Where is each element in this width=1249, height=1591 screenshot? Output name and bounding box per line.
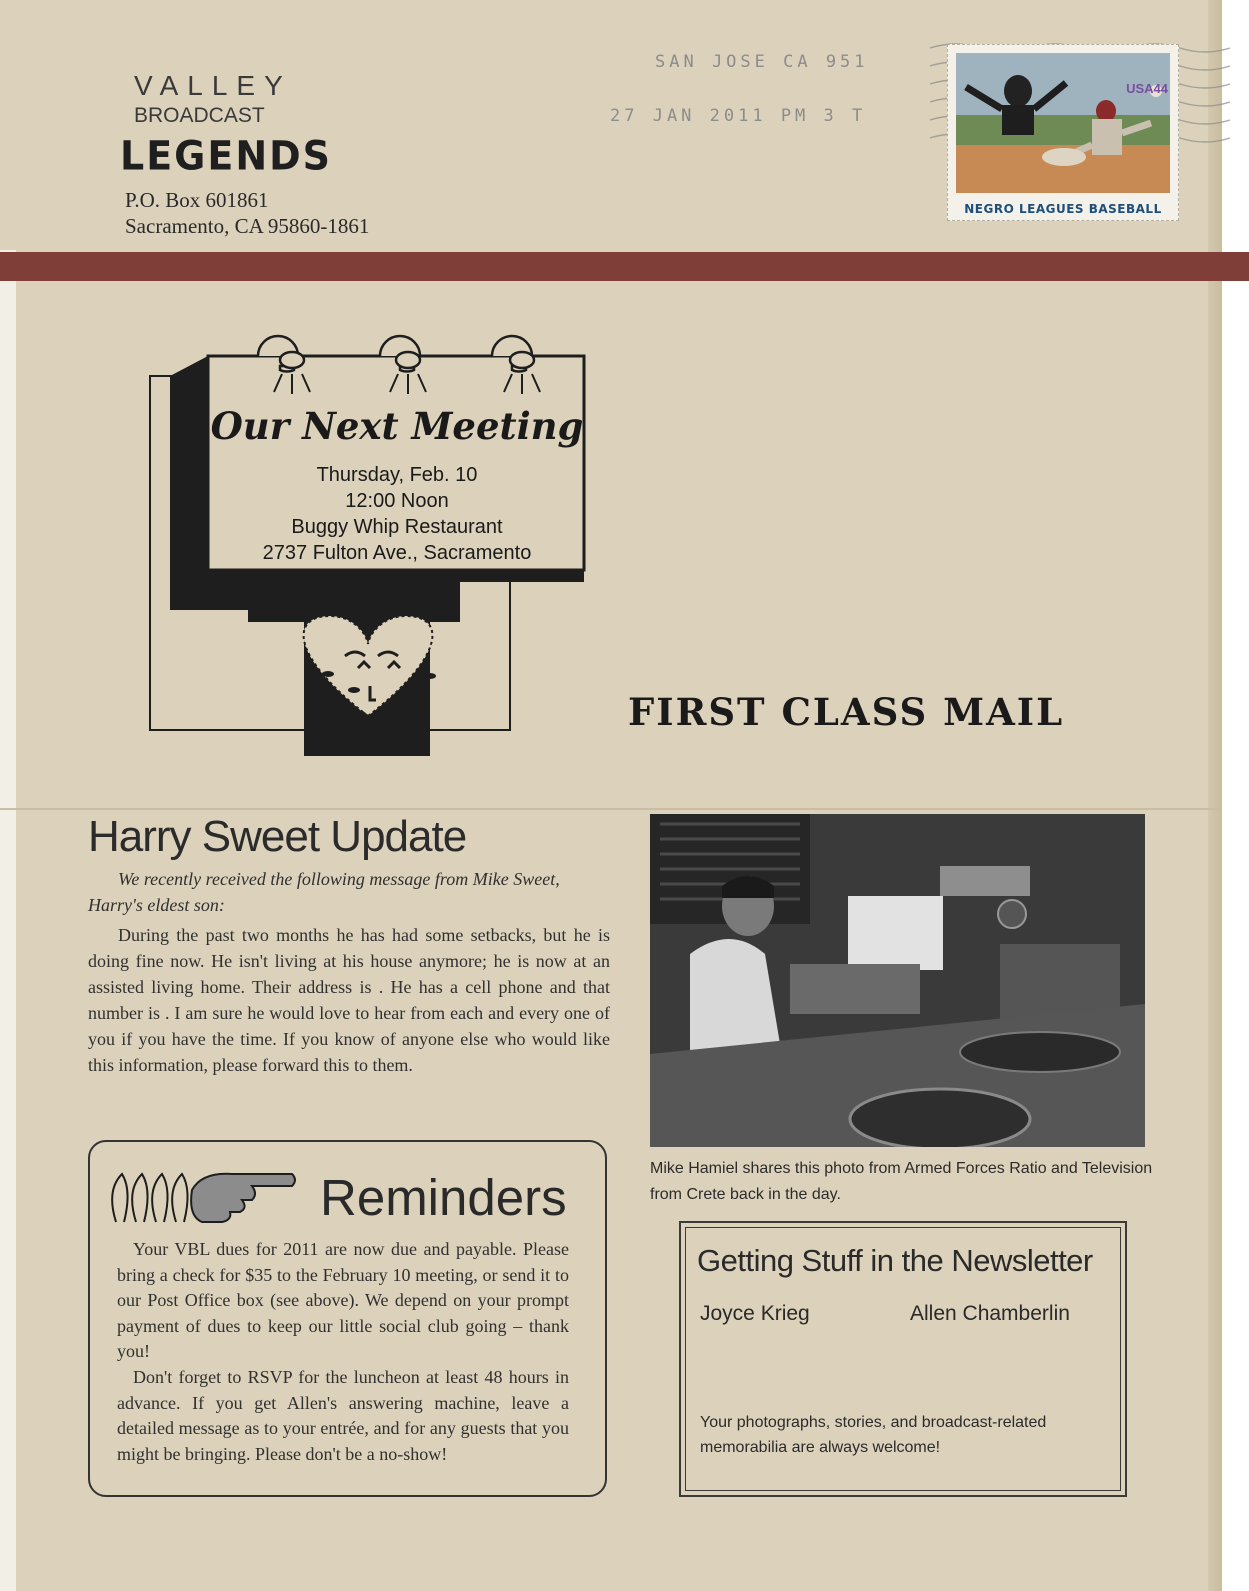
reminders-heading: Reminders bbox=[320, 1169, 567, 1226]
harry-update-intro: We recently received the following message from Mike Sweet, Harry's eldest son: bbox=[88, 869, 560, 915]
logo-broadcast: BROADCAST bbox=[134, 104, 265, 127]
return-po-box: P.O. Box 601861 bbox=[125, 188, 269, 212]
mailer-band bbox=[0, 252, 1249, 281]
newsletter-box-heading: Getting Stuff in the Newsletter bbox=[697, 1243, 1093, 1278]
fold-line bbox=[0, 808, 1222, 810]
reminders-rsvp-paragraph: Don't forget to RSVP for the luncheon at least 48 hours in advance. If you get Allen's answering machine, leave a detailed message as to your entrée, and for any guests that you might be bringing. Please don't be a no-show! bbox=[117, 1367, 569, 1464]
logo-legends: LEGENDS bbox=[120, 132, 333, 180]
meeting-address: 2737 Fulton Ave., Sacramento bbox=[262, 542, 532, 564]
stamp-denomination: USA44 bbox=[1126, 81, 1168, 96]
stamp-illustration bbox=[956, 53, 1170, 193]
harry-update-body: During the past two months he has had some setbacks, but he is doing fine now. He isn't living at his house anymore; he is now at an assisted living home. Their address is . He has a cell phone and that number is . I am sure he would love to hear from each and every one of you if you have the time. If you know of anyone else who would like this information, please forward this to them. bbox=[88, 925, 610, 1075]
meeting-date: Thursday, Feb. 10 bbox=[316, 464, 478, 486]
logo-valley: VALLEY bbox=[134, 70, 292, 101]
meeting-time: 12:00 Noon bbox=[345, 490, 449, 512]
stamp-caption: NEGRO LEAGUES BASEBALL bbox=[964, 202, 1162, 216]
postmark-date: 27 JAN 2011 PM 3 T bbox=[610, 106, 867, 126]
reminders-dues-paragraph: Your VBL dues for 2011 are now due and payable. Please bring a check for $35 to the February 10 meeting, or send it to our Post Office box (see above). We depend on your prompt payment of dues to keep our little social club going – thank you! bbox=[117, 1239, 569, 1362]
postmark-city: SAN JOSE CA 951 bbox=[655, 52, 869, 72]
pointing-hand-icon bbox=[102, 1160, 302, 1232]
newsletter-contact-allen: Allen Chamberlin bbox=[910, 1302, 1070, 1325]
paper-edge bbox=[0, 250, 16, 1591]
meeting-venue: Buggy Whip Restaurant bbox=[291, 516, 503, 538]
newsletter-contact-joyce: Joyce Krieg bbox=[700, 1302, 810, 1325]
harry-update-heading: Harry Sweet Update bbox=[88, 812, 467, 861]
photo-illustration bbox=[650, 814, 1145, 1147]
newsletter-box-note: Your photographs, stories, and broadcast-related memorabilia are always welcome! bbox=[700, 1414, 1047, 1456]
photo-caption: Mike Hamiel shares this photo from Armed Forces Ratio and Television from Crete back in the day. bbox=[650, 1160, 1153, 1203]
first-class-mail-label: FIRST CLASS MAIL bbox=[628, 690, 1065, 734]
return-city-line: Sacramento, CA 95860-1861 bbox=[125, 214, 370, 238]
radio-studio-photo bbox=[650, 814, 1145, 1147]
postage-stamp bbox=[947, 44, 1179, 221]
meeting-title: Our Next Meeting bbox=[210, 404, 584, 448]
